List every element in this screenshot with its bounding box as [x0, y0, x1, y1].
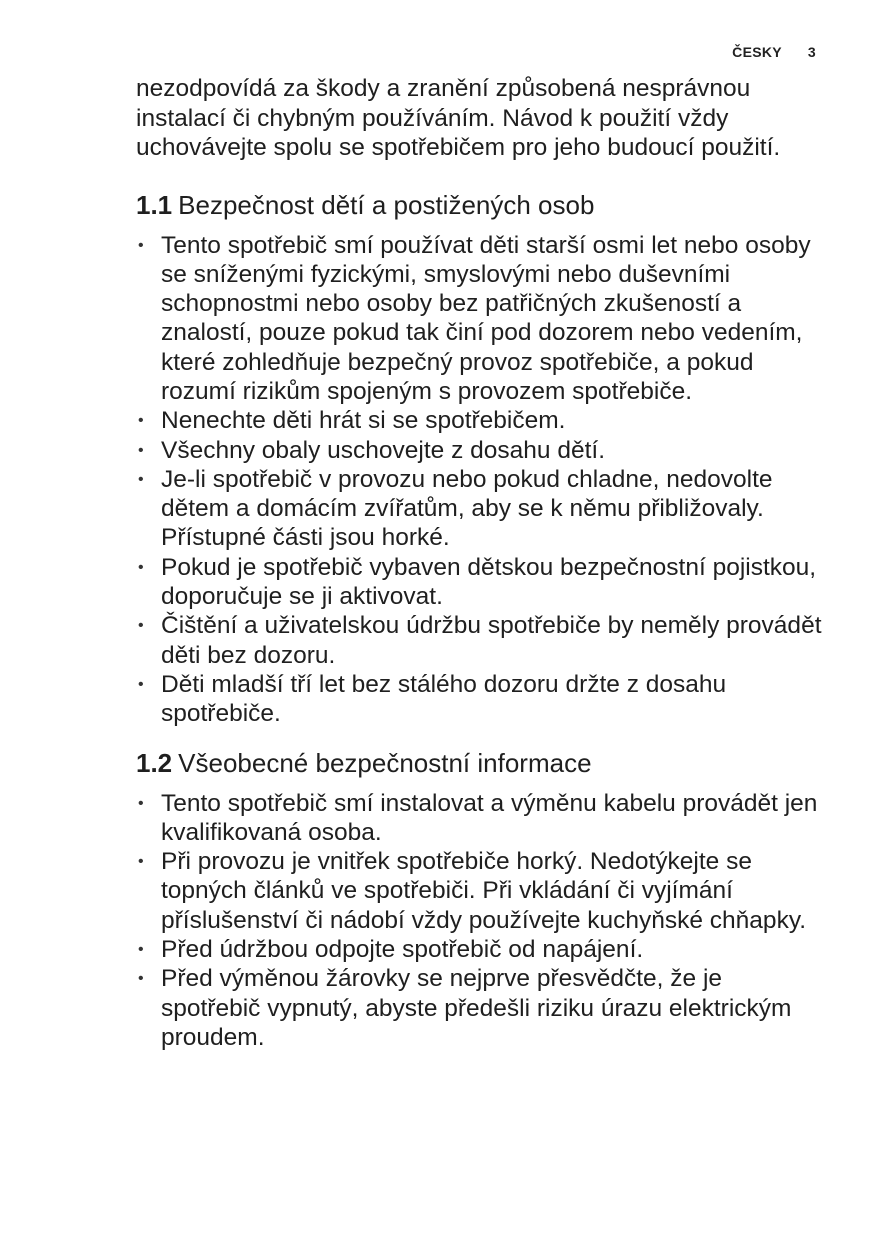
section-heading-1-1 — [136, 189, 826, 221]
section-number: 1.2 — [136, 747, 173, 778]
list-item: • Před údržbou odpojte spotřebič od napájení. — [136, 935, 826, 964]
list-item: • Čištění a uživatelskou údržbu spotřebiče by neměly provádět děti bez dozoru. — [136, 611, 826, 670]
list-item: • Pokud je spotřebič vybaven dětskou bezpečnostní pojistkou, doporučuje se ji aktivovat. — [136, 553, 826, 612]
list-item: • Tento spotřebič smí používat děti starší osmi let nebo osoby se sníženými fyzickými, smyslovými nebo duševními schopnostmi nebo osoby bez patřičných zkušeností a znalostí, pouze pokud tak činí pod dozorem nebo vedením, které zohledňuje bezpečný provoz spotřebiče, a pokud rozumí rizikům spojeným s provozem spotřebiče. — [136, 231, 826, 407]
intro-paragraph: nezodpovídá za škody a zranění způsobená nesprávnou instalací či chybným používáním. Návod k použití vždy uchovávejte spolu se spotřebičem pro jeho budoucí použití. — [136, 75, 781, 161]
list-item: • Před výměnou žárovky se nejprve přesvědčte, že je spotřebič vypnutý, abyste předešli riziku úrazu elektrickým proudem. — [136, 964, 826, 1052]
list-item: • Při provozu je vnitřek spotřebiče horký. Nedotýkejte se topných článků ve spotřebiči. Při vkládání či vyjímání příslušenství či nádobí vždy používejte kuchyňské chňapky. — [136, 847, 826, 935]
list-item: • Děti mladší tří let bez stálého dozoru držte z dosahu spotřebiče. — [136, 670, 826, 729]
bullet-list-1-1 — [136, 231, 826, 729]
list-item: • Nenechte děti hrát si se spotřebičem. — [136, 406, 826, 435]
page-header — [732, 44, 816, 60]
list-item: • Všechny obaly uschovejte z dosahu dětí. — [136, 436, 826, 465]
page-content — [136, 74, 826, 1052]
bullet-list-1-2 — [136, 789, 826, 1053]
list-item: • Tento spotřebič smí instalovat a výměnu kabelu provádět jen kvalifikovaná osoba. — [136, 789, 826, 848]
header-language: ČESKY — [732, 44, 782, 60]
list-item: • Je-li spotřebič v provozu nebo pokud chladne, nedovolte dětem a domácím zvířatům, aby se k němu přibližovaly. Přístupné části jsou horké. — [136, 465, 826, 553]
section-title: Bezpečnost dětí a postižených osob — [178, 189, 595, 220]
section-title: Všeobecné bezpečnostní informace — [178, 747, 592, 778]
section-heading-1-2 — [136, 747, 826, 779]
section-number: 1.1 — [136, 189, 173, 220]
page-number: 3 — [807, 44, 816, 60]
